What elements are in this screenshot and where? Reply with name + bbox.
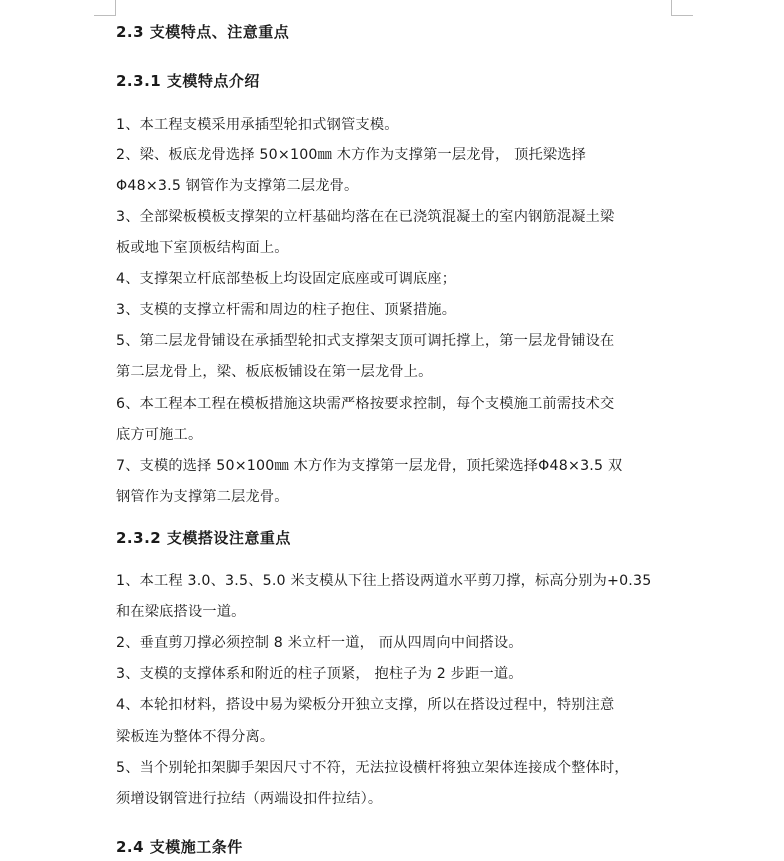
paragraph-line: Φ48×3.5 钢管作为支撑第二层龙骨。 <box>116 178 359 194</box>
paragraph-line: 7、支模的选择 50×100㎜ 木方作为支撑第一层龙骨，顶托梁选择Φ48×3.5 双 <box>116 458 623 474</box>
paragraph-line: 板或地下室顶板结构面上。 <box>116 240 289 256</box>
crop-mark-right-horizontal <box>671 15 693 16</box>
paragraph-line: 6、本工程本工程在模板措施这块需严格按要求控制，每个支模施工前需技术交 <box>116 396 615 412</box>
heading-2-3-1: 2.3.1 支模特点介绍 <box>116 72 260 90</box>
paragraph-line: 和在梁底搭设一道。 <box>116 604 246 620</box>
paragraph-line: 底方可施工。 <box>116 427 203 443</box>
paragraph-line: 5、第二层龙骨铺设在承插型轮扣式支撑架支顶可调托撑上，第一层龙骨铺设在 <box>116 333 615 349</box>
paragraph-line: 4、支撑架立杆底部垫板上均设固定底座或可调底座； <box>116 271 457 287</box>
heading-2-3: 2.3 支模特点、注意重点 <box>116 23 290 41</box>
paragraph-line: 钢管作为支撑第二层龙骨。 <box>116 489 289 505</box>
paragraph-line: 2、垂直剪刀撑必须控制 8 米立杆一道， 而从四周向中间搭设。 <box>116 635 523 651</box>
paragraph-line: 3、全部梁板模板支撑架的立杆基础均落在在已浇筑混凝土的室内钢筋混凝土梁 <box>116 209 615 225</box>
paragraph-line: 3、支模的支撑立杆需和周边的柱子抱住、顶紧措施。 <box>116 302 457 318</box>
paragraph-line: 须增设钢管进行拉结（两端设扣件拉结）。 <box>116 791 383 807</box>
crop-mark-left-vertical <box>115 0 116 16</box>
paragraph-line: 4、本轮扣材料，搭设中易为梁板分开独立支撑，所以在搭设过程中，特别注意 <box>116 697 615 713</box>
heading-2-4: 2.4 支模施工条件 <box>116 838 243 856</box>
paragraph-line: 第二层龙骨上，梁、板底板铺设在第一层龙骨上。 <box>116 364 433 380</box>
crop-mark-left-horizontal <box>94 15 116 16</box>
paragraph-line: 梁板连为整体不得分离。 <box>116 729 275 745</box>
paragraph-line: 3、支模的支撑体系和附近的柱子顶紧， 抱柱子为 2 步距一道。 <box>116 666 523 682</box>
paragraph-line: 5、当个别轮扣架脚手架因尺寸不符，无法拉设横杆将独立架体连接成个整体时， <box>116 760 629 776</box>
crop-mark-right-vertical <box>671 0 672 16</box>
paragraph-line: 1、本工程 3.0、3.5、5.0 米支模从下往上搭设两道水平剪刀撑，标高分别为+0.35 <box>116 573 652 589</box>
paragraph-line: 2、梁、板底龙骨选择 50×100㎜ 木方作为支撑第一层龙骨， 顶托梁选择 <box>116 147 587 163</box>
paragraph-line: 1、本工程支模采用承插型轮扣式钢管支模。 <box>116 117 399 133</box>
heading-2-3-2: 2.3.2 支模搭设注意重点 <box>116 529 291 547</box>
